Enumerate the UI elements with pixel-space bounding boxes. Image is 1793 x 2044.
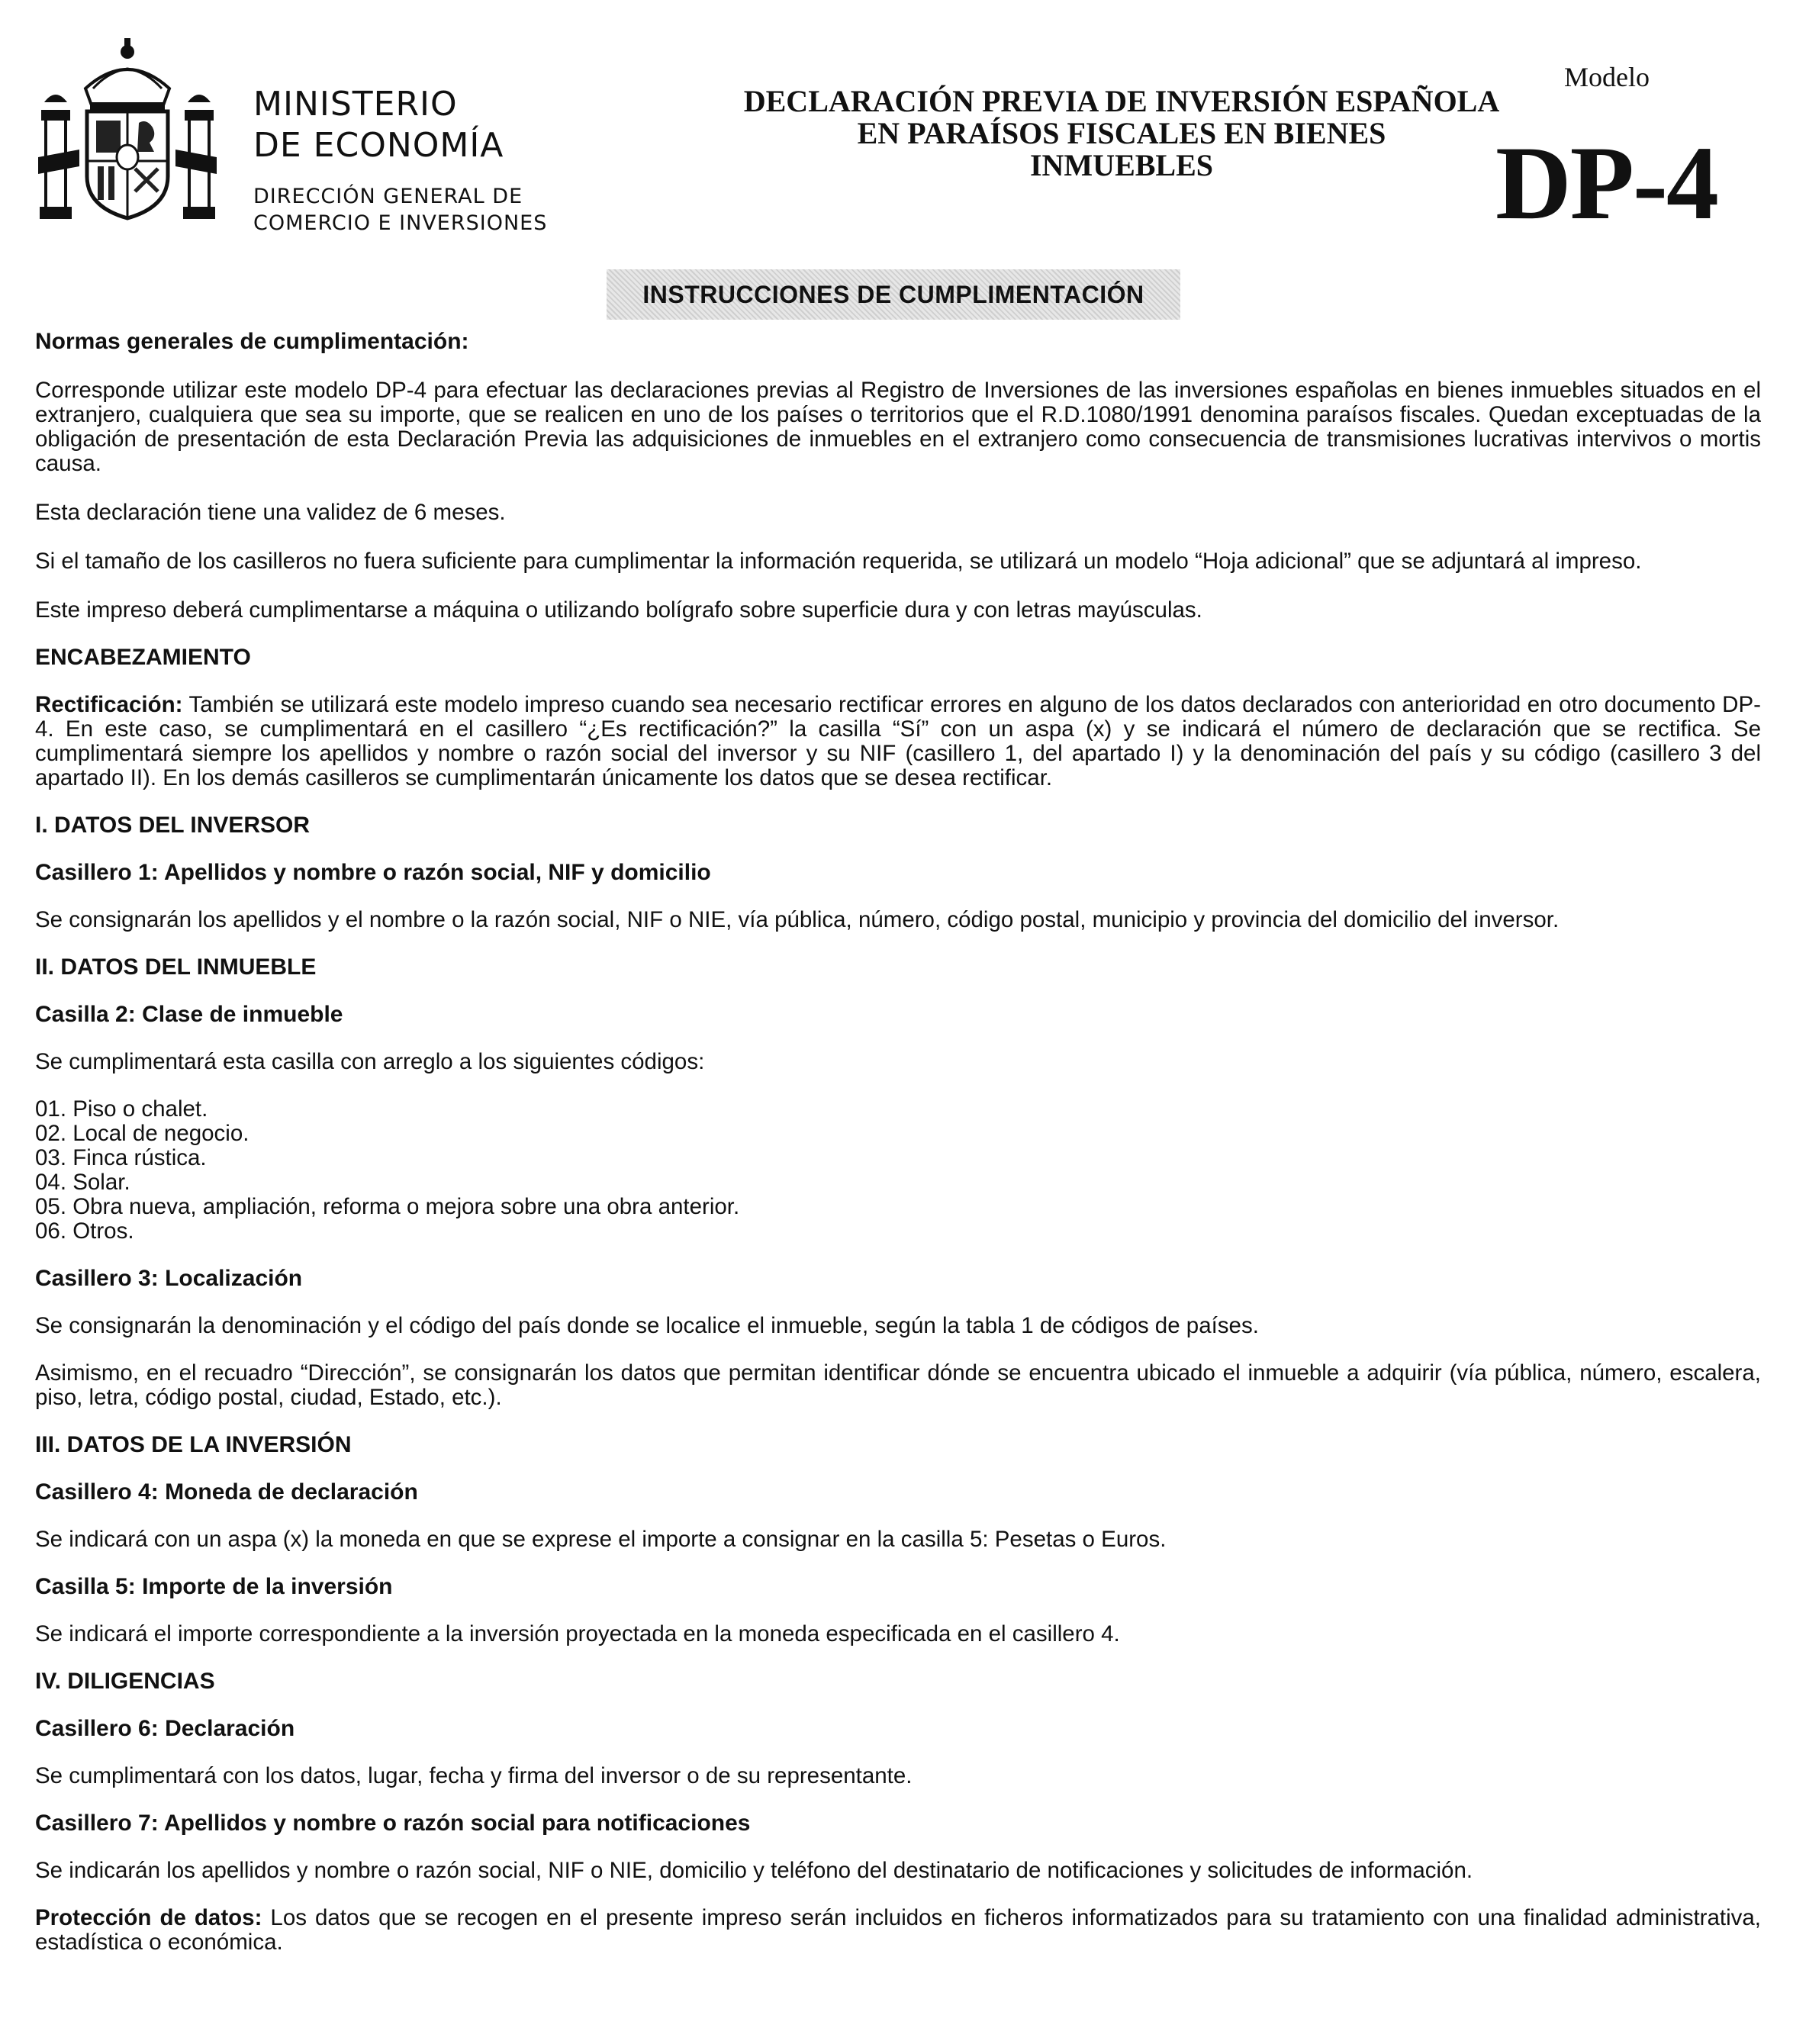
modelo-code: DP-4 — [1495, 124, 1717, 241]
section3-heading: III. DATOS DE LA INVERSIÓN — [35, 1432, 352, 1457]
general-paragraph-2: Esta declaración tiene una validez de 6 meses. — [35, 500, 506, 525]
general-paragraph-4: Este impreso deberá cumplimentarse a máquina o utilizando bolígrafo sobre superficie dura y con letras mayúsculas. — [35, 597, 1202, 623]
directorate-line1: DIRECCIÓN GENERAL DE — [253, 185, 523, 208]
list-item: 03. Finca rústica. — [35, 1145, 207, 1170]
general-paragraph-3: Si el tamaño de los casilleros no fuera suficiente para cumplimentar la información requerida, se utilizará un modelo “Hoja adicional” que se adjuntará al impreso. — [35, 549, 1642, 574]
casillero-1-text: Se consignarán los apellidos y el nombre o la razón social, NIF o NIE, vía pública, número, código postal, municipio y provincia del domicilio del inversor. — [35, 907, 1560, 932]
instructions-content — [35, 330, 1761, 1955]
coat-of-arms-icon — [32, 35, 223, 237]
document-title — [626, 85, 1618, 182]
list-item: 05. Obra nueva, ampliación, reforma o mejora sobre una obra anterior. — [35, 1194, 740, 1219]
casilla-5-heading: Casilla 5: Importe de la inversión — [35, 1574, 393, 1599]
casillero-3-text-2: Asimismo, en el recuadro “Dirección”, se consignarán los datos que permitan identificar dónde se encuentra ubicado el inmueble a adquirir (vía pública, número, escalera, piso, letra, código postal, ciudad, Estado, etc.). — [35, 1360, 1761, 1410]
general-heading: Normas generales de cumplimentación: — [35, 329, 469, 354]
property-codes-list — [35, 1097, 1761, 1244]
modelo-label: Modelo — [1564, 62, 1650, 92]
list-item: 01. Piso o chalet. — [35, 1096, 208, 1122]
directorate-line2: COMERCIO E INVERSIONES — [253, 211, 548, 235]
casillero-6-text: Se cumplimentará con los datos, lugar, fecha y firma del inversor o de su representante. — [35, 1763, 913, 1788]
document-title-line2: EN PARAÍSOS FISCALES EN BIENES — [857, 116, 1386, 150]
document-title-line3: INMUEBLES — [1029, 148, 1214, 182]
casilla-2-text: Se cumplimentará esta casilla con arreglo a los siguientes códigos: — [35, 1049, 705, 1074]
casillero-4-heading: Casillero 4: Moneda de declaración — [35, 1479, 418, 1505]
section4-heading: IV. DILIGENCIAS — [35, 1669, 215, 1694]
list-item: 06. Otros. — [35, 1218, 134, 1244]
rectificacion-lead: Rectificación: — [35, 692, 183, 717]
ministry-name-line2: DE ECONOMÍA — [253, 126, 504, 165]
casillero-7-heading: Casillero 7: Apellidos y nombre o razón social para notificaciones — [35, 1811, 751, 1836]
casillero-7-text: Se indicarán los apellidos y nombre o razón social, NIF o NIE, domicilio y teléfono del destinatario de notificaciones y solicitudes de información. — [35, 1858, 1473, 1883]
document-title-line1: DECLARACIÓN PREVIA DE INVERSIÓN ESPAÑOLA — [743, 84, 1500, 118]
section1-heading: I. DATOS DEL INVERSOR — [35, 813, 311, 838]
casillero-1-heading: Casillero 1: Apellidos y nombre o razón social, NIF y domicilio — [35, 860, 711, 885]
section2-heading: II. DATOS DEL INMUEBLE — [35, 954, 317, 980]
data-protection-paragraph — [35, 1906, 1761, 1955]
general-paragraph-1: Corresponde utilizar este modelo DP-4 para efectuar las declaraciones previas al Registro de Inversiones de las inversiones españolas en bienes inmuebles situados en el extranjero, cualquiera que sea su importe, que se realicen en uno de los países o territorios que el R.D.1080/1991 denomina paraísos fiscales. Quedan exceptuadas de la obligación de presentación de esta Declaración Previa las adquisiciones de inmuebles en el extranjero como consecuencia de transmisiones lucrativas intervivos o mortis causa. — [35, 378, 1761, 476]
rectificacion-paragraph — [35, 693, 1761, 790]
data-protection-text: Los datos que se recogen en el presente impreso serán incluidos en ficheros informatizados para su tratamiento con una finalidad administrativa, estadística o económica. — [35, 1905, 1761, 1955]
casillero-3-text: Se consignarán la denominación y el código del país donde se localice el inmueble, según la tabla 1 de códigos de países. — [35, 1313, 1259, 1338]
instructions-title-box — [607, 269, 1180, 320]
ministry-name-line1: MINISTERIO — [253, 85, 458, 124]
instructions-title: INSTRUCCIONES DE CUMPLIMENTACIÓN — [642, 280, 1144, 308]
list-item: 04. Solar. — [35, 1170, 130, 1195]
casillero-6-heading: Casillero 6: Declaración — [35, 1716, 295, 1741]
casillero-3-heading: Casillero 3: Localización — [35, 1266, 303, 1291]
casillero-4-text: Se indicará con un aspa (x) la moneda en que se exprese el importe a consignar en la casilla 5: Pesetas o Euros. — [35, 1527, 1167, 1552]
ministry-block — [253, 84, 547, 237]
data-protection-lead: Protección de datos: — [35, 1905, 262, 1930]
casilla-5-text: Se indicará el importe correspondiente a la inversión proyectada en la moneda especificada en el casillero 4. — [35, 1621, 1120, 1646]
encabezamiento-heading: ENCABEZAMIENTO — [35, 645, 251, 670]
casilla-2-heading: Casilla 2: Clase de inmueble — [35, 1002, 343, 1027]
list-item: 02. Local de negocio. — [35, 1121, 249, 1146]
rectificacion-text: También se utilizará este modelo impreso cuando sea necesario rectificar errores en alguno de los datos declarados con anterioridad en otro documento DP-4. En este caso, se cumplimentará en el casillero “¿Es rectificación?” la casilla “Sí” con un aspa (x) y se indicará el número de declaración que se rectifica. Se cumplimentará siempre los apellidos y nombre o razón social del inversor y su NIF (casillero 1, del apartado I) y la denominación del país y su código (casillero 3 del apartado II). En los demás casilleros se cumplimentarán únicamente los datos que se desea rectificar. — [35, 692, 1761, 790]
